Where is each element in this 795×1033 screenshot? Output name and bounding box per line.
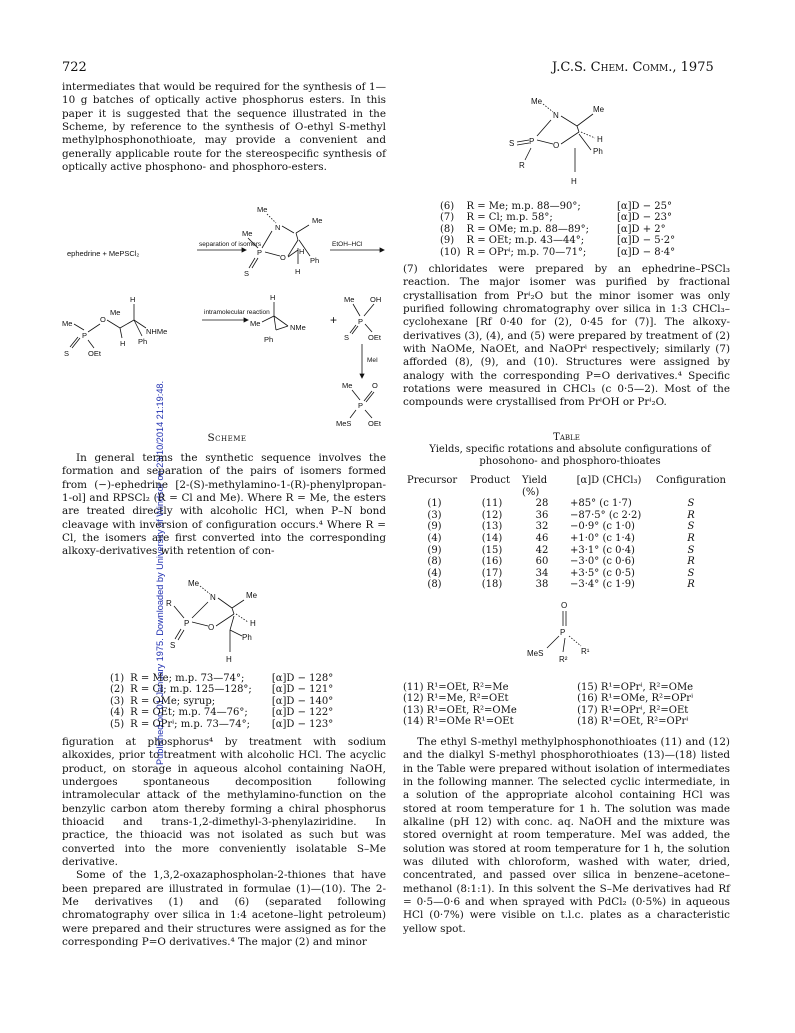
col-header: Precursor bbox=[407, 475, 458, 486]
list-item: (3) R = OMe; syrup; [α]D − 140° bbox=[110, 695, 334, 707]
svg-text:O: O bbox=[372, 381, 378, 390]
svg-text:P: P bbox=[560, 628, 566, 637]
svg-text:H: H bbox=[226, 655, 232, 664]
list-item: (13) R¹=OEt, R²=OMe (17) R¹=OPrⁱ, R²=OEt bbox=[403, 704, 689, 716]
svg-text:N: N bbox=[210, 593, 216, 602]
svg-text:H: H bbox=[295, 267, 301, 276]
svg-text:O: O bbox=[100, 315, 106, 324]
svg-text:H: H bbox=[270, 293, 276, 302]
intro-paragraph: intermediates that would be required for the synthesis of 1—10 g batches of optically active phosphorus esters. In this paper it is suggested that the sequence illustrated in the Scheme, by reference to the synthesis of O-ethyl S-methyl methylphosphonothioate, may provide a convenient and generally applicable route for the stereospecific synthesis of optically active phosphono- and phosphoro-esters. bbox=[62, 81, 386, 174]
list-item: (5) R = OPrⁱ; m.p. 73—74°; [α]D − 123° bbox=[110, 718, 334, 730]
svg-text:MeS: MeS bbox=[527, 649, 544, 658]
list-item: (4) R = OEt; m.p. 74—76°; [α]D − 122° bbox=[110, 707, 334, 719]
col-header: Yield (%) bbox=[522, 475, 548, 498]
svg-text:P: P bbox=[529, 137, 535, 146]
scheme-diagram bbox=[62, 198, 392, 433]
svg-text:MeS: MeS bbox=[336, 419, 352, 428]
list-item: (6) R = Me; m.p. 88—90°; [α]D − 25° bbox=[440, 201, 672, 212]
compound-list-1-5 bbox=[110, 673, 339, 730]
svg-text:Ph: Ph bbox=[138, 337, 148, 346]
svg-text:N: N bbox=[553, 111, 559, 120]
arrow-label-separation: separation of isomers bbox=[199, 241, 262, 248]
svg-text:Me: Me bbox=[62, 319, 73, 328]
svg-text:Me: Me bbox=[342, 381, 353, 390]
svg-text:Me: Me bbox=[312, 216, 323, 225]
svg-text:O: O bbox=[208, 623, 215, 632]
plus-sign: + bbox=[330, 313, 338, 327]
svg-text:R: R bbox=[166, 599, 172, 608]
table-row: (3) (12) 36 −87·5° (c 2·2) R bbox=[427, 509, 695, 521]
svg-text:H: H bbox=[130, 295, 136, 304]
col-header: Configuration bbox=[655, 475, 726, 486]
svg-text:Me: Me bbox=[110, 308, 121, 317]
svg-text:OEt: OEt bbox=[368, 333, 381, 342]
svg-text:OEt: OEt bbox=[368, 419, 381, 428]
svg-text:Me: Me bbox=[188, 579, 200, 588]
svg-text:Ph: Ph bbox=[593, 147, 603, 156]
svg-text:Me: Me bbox=[593, 105, 605, 114]
svg-text:Me: Me bbox=[344, 295, 355, 304]
list-item: (14) R¹=OMe R¹=OEt (18) R¹=OEt, R²=OPrⁱ bbox=[403, 716, 689, 728]
list-item: (7) R = Cl; m.p. 58°; [α]D − 23° bbox=[440, 212, 672, 224]
list-item: (11) R¹=OEt, R²=Me (15) R¹=OPrⁱ, R²=OMe bbox=[403, 682, 694, 693]
svg-text:Me: Me bbox=[246, 591, 258, 600]
svg-text:Me: Me bbox=[250, 319, 261, 328]
svg-text:S: S bbox=[244, 269, 250, 278]
svg-text:R¹: R¹ bbox=[581, 647, 590, 656]
svg-text:H: H bbox=[299, 247, 305, 256]
svg-text:N: N bbox=[275, 223, 281, 232]
compound-list-11-18 bbox=[403, 682, 730, 728]
col-header: [α]D (CHCl₃) bbox=[576, 475, 642, 486]
svg-text:P: P bbox=[358, 401, 364, 410]
arrow-label-mei: MeI bbox=[367, 357, 378, 364]
structure-6-10 bbox=[505, 94, 645, 194]
svg-text:R: R bbox=[519, 161, 525, 170]
list-item: (8) R = OMe; m.p. 88—89°; [α]D + 2° bbox=[440, 223, 666, 235]
download-sidebar: Published on 01 January 1975. Downloaded by University of Windsor on 23/10/2014 21:19:48. bbox=[155, 380, 165, 765]
svg-text:O: O bbox=[561, 601, 568, 610]
arrow-label-intramolecular: intramolecular reaction bbox=[204, 309, 270, 316]
table-row: (1) (11) 28 +85° (c 1·7) S bbox=[427, 498, 695, 510]
svg-text:Me: Me bbox=[257, 205, 268, 214]
list-item: (9) R = OEt; m.p. 43—44°; [α]D − 5·2° bbox=[440, 235, 676, 247]
table-row: (8) (16) 60 −3·0° (c 0·6) R bbox=[427, 556, 695, 568]
structure-1-5 bbox=[160, 576, 290, 671]
list-item: (10) R = OPrⁱ; m.p. 70—71°; [α]D − 8·4° bbox=[440, 246, 676, 258]
svg-text:H: H bbox=[120, 339, 126, 348]
svg-text:S: S bbox=[64, 349, 70, 358]
table-row: (8) (18) 38 −3·4° (c 1·9) R bbox=[427, 579, 695, 591]
list-item: (12) R¹=Me, R²=OEt (16) R¹=OMe, R²=OPrⁱ bbox=[403, 693, 694, 705]
list-item: (1) R = Me; m.p. 73—74°; [α]D − 128° bbox=[110, 673, 334, 684]
table-row: (4) (14) 46 +1·0° (c 1·4) R bbox=[427, 532, 695, 544]
svg-text:OEt: OEt bbox=[88, 349, 101, 358]
svg-text:Ph: Ph bbox=[242, 633, 252, 642]
table-label: Table bbox=[553, 432, 580, 443]
svg-text:S: S bbox=[509, 139, 515, 148]
svg-text:S: S bbox=[170, 641, 176, 650]
table-row: (9) (13) 32 −0·9° (c 1·0) S bbox=[427, 521, 695, 533]
table-caption: Yields, specific rotations and absolute configurations of phosohono- and phosphoro-thioates bbox=[429, 444, 711, 467]
svg-text:P: P bbox=[358, 317, 364, 326]
chloridates-paragraph: (7) chloridates were prepared by an ephedrine–PSCl₃ reaction. The major isomer was purified by fractional crystallisation from Prⁱ₂O but the minor isomer was only purified following chromatography over silica in 1:3 CHCl₃–cyclohexane [Rf 0·40 for (2), 0·45 for (7)]. The alkoxy-derivatives (3), (4), and (5) were prepared by treatment of (2) with NaOMe, NaOEt, and NaOPrⁱ respectively; similarly (7) afforded (8), (9), and (10). Structures were assigned by analogy with the corresponding P=O derivatives.⁴ Specific rotations were measured in CHCl₃ (c 0·5—2). Most of the compounds were crystallised from PrⁱOH or Prⁱ₂O. bbox=[403, 263, 730, 409]
page-number: 722 bbox=[62, 60, 87, 75]
general-terms-paragraph: In general terms the synthetic sequence involves the formation and separation of the pairs of isomers formed from (−)-ephedrine [2-(S)-methylamino-1-(R)-phenylpropan-1-ol] and RPSCl₂ (R = Cl and Me). Where R = Me, the esters are treated directly with alcoholic HCl, when P–N bond cleavage with inversion of configuration occurs.⁴ Where R = Cl, the isomers are first converted into the corresponding alkoxy-derivatives with retention of con- bbox=[62, 452, 386, 558]
svg-text:O: O bbox=[553, 141, 560, 150]
svg-text:Ph: Ph bbox=[264, 335, 274, 344]
svg-text:S: S bbox=[344, 333, 350, 342]
svg-text:NHMe: NHMe bbox=[146, 327, 168, 336]
svg-text:R²: R² bbox=[559, 655, 568, 664]
svg-text:O: O bbox=[280, 253, 286, 262]
journal-header: J.C.S. Chem. Comm., 1975 bbox=[552, 60, 714, 75]
svg-text:H: H bbox=[250, 619, 256, 628]
table-row: (9) (15) 42 +3·1° (c 0·4) S bbox=[427, 544, 695, 556]
svg-text:H: H bbox=[571, 177, 577, 186]
svg-text:NMe: NMe bbox=[290, 323, 306, 332]
svg-text:Ph: Ph bbox=[310, 256, 320, 265]
table-row: (4) (17) 34 +3·5° (c 0·5) S bbox=[427, 567, 695, 579]
svg-text:H: H bbox=[597, 135, 603, 144]
svg-text:P: P bbox=[184, 619, 190, 628]
scheme-title: Scheme bbox=[207, 432, 247, 444]
svg-text:Me: Me bbox=[531, 97, 543, 106]
svg-text:P: P bbox=[257, 248, 263, 257]
scheme-reagents: ephedrine + MePSCl₂ bbox=[67, 249, 140, 258]
figuration-paragraph: figuration at phosphorus⁴ by treatment with sodium alkoxides, prior to treatment with alcoholic HCl. The acyclic product, on storage in aqueous alcohol containing NaOH, undergoes spontaneous decomposition following intramolecular attack of the methylamino-function on the benzylic carbon atom thereby forming a chiral phosphorus thioacid and trans-1,2-dimethyl-3-phenylaziridine. In practice, the thioacid was not isolated as such but was converted into the more conveniently isolatable S–Me derivative. Some of the 1,3,2-oxazaphospholan-2-thiones that have been prepared are illustrated in formulae (1)—(10). The 2-Me derivatives (1) and (6) (separated following chromatography over silica in 1:4 acetone–light petroleum) were prepared and their structures were assigned as for the corresponding P=O derivatives.⁴ The major (2) and minor bbox=[62, 736, 386, 949]
svg-text:P: P bbox=[82, 331, 88, 340]
col-header: Product bbox=[470, 475, 511, 486]
list-item: (2) R = Cl; m.p. 125—128°; [α]D − 121° bbox=[110, 684, 334, 696]
results-table bbox=[403, 475, 730, 591]
ethyl-methyl-paragraph: The ethyl S-methyl methylphosphonothioates (11) and (12) and the dialkyl S-methyl phosphorothioates (13)—(18) listed in the Table were prepared without isolation of intermediates in the following manner. The selected cyclic intermediate, in a solution of the appropriate alcohol containing HCl was stored at room temperature for 1 h. The solution was made alkaline (pH 12) with conc. aq. NaOH and the mixture was stored overnight at room temperature. MeI was added, the solution was stored at room temperature for 1 h, the solution was diluted with chloroform, washed with water, dried, concentrated, and passed over silica in benzene–acetone–methanol (8:1:1). In this solvent the S–Me derivatives had Rf = 0·5—0·6 and when sprayed with PdCl₂ (0·5%) in aqueous HCl (0·7%) were visible on t.l.c. plates as a characteristic yellow spot. bbox=[403, 736, 730, 935]
arrow-label-ethanol-hcl: EtOH–HCl bbox=[332, 241, 363, 248]
svg-text:OH: OH bbox=[370, 295, 382, 304]
compound-list-6-10 bbox=[440, 201, 681, 258]
structure-11-18 bbox=[525, 598, 605, 668]
svg-text:Me: Me bbox=[242, 229, 253, 238]
table-header-row bbox=[403, 475, 730, 498]
